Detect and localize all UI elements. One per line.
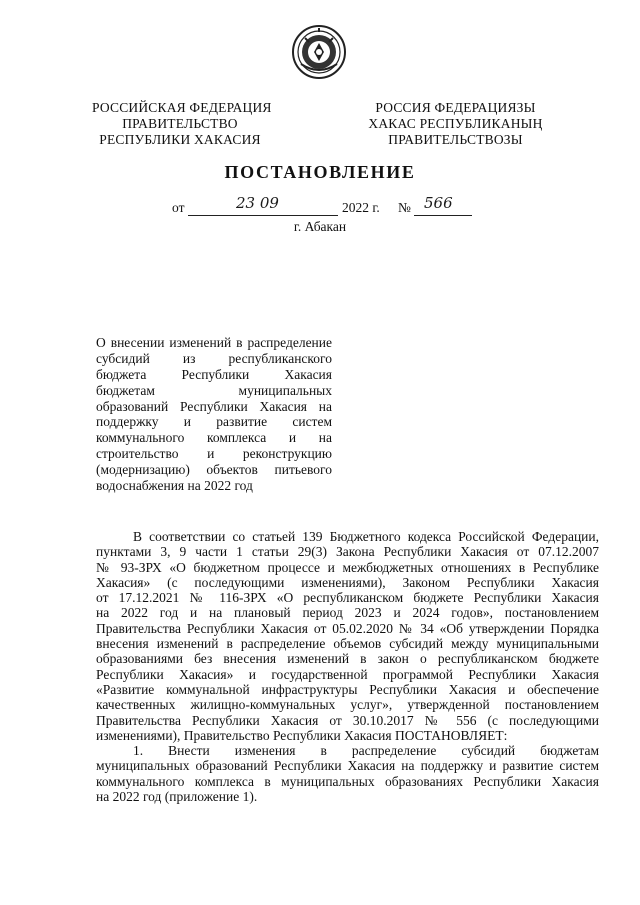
- header-right: [363, 100, 548, 148]
- body-text: [96, 529, 599, 804]
- body-line: № 93-ЗРХ «О бюджетном процессе и межбюджетных отношениях в Республике: [96, 559, 599, 575]
- body-line: муниципальных образований Республики Хакасия на поддержку и развитие систем: [96, 758, 599, 774]
- subject-block: [96, 335, 332, 494]
- subject-line: образований Республики Хакасия на: [96, 398, 332, 414]
- body-line: образованиями без внесения изменений в закон о республиканском бюджете: [96, 651, 599, 667]
- subject-line: субсидий из республиканского: [96, 350, 332, 366]
- subject-line: О внесении изменений в распределение: [96, 335, 332, 350]
- body-line: качественных жилищно-коммунальных услуг», утвержденной постановлением: [96, 697, 599, 713]
- body-line: внесения изменений в распределение объемов субсидий между муниципальными: [96, 636, 599, 652]
- subject-line: (модернизацию) объектов питьевого: [96, 462, 332, 478]
- body-line: Республики Хакасия» и государственной программой Республики Хакасия: [96, 666, 599, 682]
- body-line: Правительства Республики Хакасия от 05.02.2020 № 34 «Об утверждении Порядка: [96, 620, 599, 636]
- date-line: [0, 194, 640, 220]
- header-right-line: ПРАВИТЕЛЬСТВОЗЫ: [388, 132, 523, 147]
- subject-line: водоснабжения на 2022 год: [96, 478, 253, 494]
- subject-line: поддержку и развитие систем: [96, 414, 332, 430]
- document-title: ПОСТАНОВЛЕНИЕ: [224, 162, 416, 182]
- header-left-line: РЕСПУБЛИКИ ХАКАСИЯ: [99, 132, 261, 147]
- header-left-line: РОССИЙСКАЯ ФЕДЕРАЦИЯ: [92, 100, 272, 115]
- body-line: на 2022 год и на плановый период 2023 и 2024 годов», постановлением: [96, 605, 599, 621]
- city-label: г. Абакан: [293, 219, 347, 234]
- from-label: от: [172, 200, 185, 215]
- body-line: от 17.12.2021 № 116-ЗРХ «О республиканском бюджете Республики Хакасия: [96, 590, 599, 606]
- number-underline: [414, 215, 472, 216]
- body-line: «Развитие коммунальной инфраструктуры Республики Хакасия и обеспечение: [96, 681, 599, 697]
- body-line: Правительства Республики Хакасия от 30.10.2017 № 556 (с последующими: [96, 712, 599, 728]
- subject-line: коммунального комплекса и на: [96, 430, 332, 446]
- header-right-line: ХАКАС РЕСПУБЛИКАНЫҢ: [368, 116, 543, 131]
- body-line: на 2022 год (приложение 1).: [96, 789, 258, 805]
- body-line: 1. Внести изменения в распределение субсидий бюджетам: [133, 743, 599, 759]
- body-line: В соответствии со статьей 139 Бюджетного кодекса Российской Федерации,: [133, 529, 599, 544]
- body-line: пунктами 3, 9 части 1 статьи 29(3) Закона Республики Хакасия от 07.12.2007: [96, 544, 599, 560]
- number-label: №: [398, 200, 411, 215]
- date-underline: [188, 215, 338, 216]
- subject-line: бюджетам муниципальных: [96, 382, 332, 398]
- subject-line: строительство и реконструкцию: [96, 446, 332, 462]
- handwritten-number: 566: [424, 194, 453, 212]
- header-left-line: ПРАВИТЕЛЬСТВО: [122, 116, 238, 131]
- body-line: Хакасия» (с последующими изменениями), Законом Республики Хакасия: [96, 574, 599, 590]
- handwritten-date: 23 09: [236, 194, 279, 212]
- header-right-line: РОССИЯ ФЕДЕРАЦИЯЗЫ: [375, 100, 536, 115]
- header-left: [92, 100, 272, 148]
- subject-line: бюджета Республики Хакасия: [96, 366, 332, 382]
- body-line: коммунального комплекса в муниципальных образованиях Республики Хакасия: [96, 773, 599, 789]
- coat-of-arms-icon: [291, 24, 347, 80]
- body-line: изменениями), Правительство Республики Хакасия ПОСТАНОВЛЯЕТ:: [96, 727, 508, 743]
- year-label: 2022 г.: [342, 200, 380, 215]
